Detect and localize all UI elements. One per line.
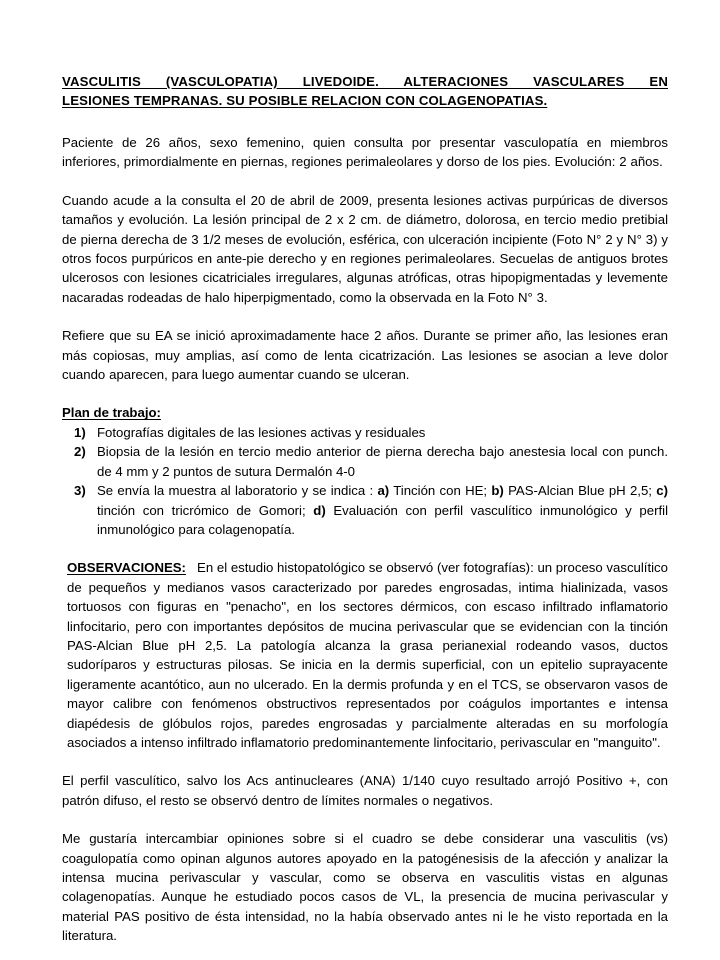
- plan-item-text-intro: Se envía la muestra al laboratorio y se indica :: [97, 483, 378, 499]
- document-content: [62, 72, 668, 946]
- plan-de-trabajo-heading: Plan de trabajo:: [62, 405, 161, 421]
- stain-text-b: PAS-Alcian Blue pH 2,5;: [503, 483, 657, 499]
- plan-list-item-3: [62, 481, 668, 539]
- spacer: [62, 539, 668, 558]
- paragraph-perfil-vasculitico: El perfil vasculítico, salvo los Acs antinucleares (ANA) 1/140 cuyo resultado arrojó Positivo +, con patrón difuso, el resto se observó dentro de límites normales o negativos.: [62, 773, 668, 808]
- spacer: [62, 384, 668, 403]
- stain-label-d: d): [313, 502, 326, 518]
- document-title: [62, 72, 668, 110]
- paragraph-evolucion: Refiere que su EA se inició aproximadamente hace 2 años. Durante se primer año, las lesiones eran más copiosas, muy amplias, así como de lenta cicatrización. Las lesiones se asocian a leve dolor cuando aparecen, para luego aumentar cuando se ulceran.: [62, 328, 668, 383]
- stain-text-d: Evaluación con perfil vasculítico inmunológico y perfil inmunológico para colagenopatía.: [97, 502, 668, 537]
- spacer: [62, 810, 668, 829]
- stain-label-b: b): [491, 483, 504, 499]
- plan-de-trabajo-section: [62, 403, 668, 539]
- plan-list-item-1: [62, 423, 668, 442]
- plan-item-marker: 2): [74, 444, 86, 460]
- spacer: [62, 752, 668, 771]
- paragraph-consulta: Cuando acude a la consulta el 20 de abril de 2009, presenta lesiones activas purpúricas de diversos tamaños y evolución. La lesión principal de 2 x 2 cm. de diámetro, dolorosa, en tercio medio pretibial de pierna derecha de 3 1/2 meses de evolución, esférica, con ulceración incipiente (Foto N° 2 y N° 3) y otros focos purpúricos en ante-pie derecho y en regiones perimaleolares. Secuelas de antiguos brotes ulcerosos con lesiones cicatriciales irregulares, algunas atróficas, otras hipopigmentadas y levemente nacaradas rodeadas de halo hiperpigmentado, como la observada en la Foto N° 3.: [62, 192, 668, 305]
- plan-item-marker: 1): [74, 424, 86, 440]
- paragraph-presentacion: Paciente de 26 años, sexo femenino, quien consulta por presentar vasculopatía en miembros inferiores, primordialmente en piernas, regiones perimaleolares y dorso de los pies. Evolución: 2 años.: [62, 135, 668, 170]
- spacer: [62, 172, 668, 191]
- paragraph-discusion-final: Me gustaría intercambiar opiniones sobre si el cuadro se debe considerar una vasculitis (vs) coagulopatía como opinan algunos autores apoyado en la patogénesisis de la afección y analizar la intensa mucina perivascular y vascular, como se observa en vasculitis vistas en algunas colagenopatías. Aunque he estudiado pocos casos de VL, la presencia de mucina perivascular y material PAS positivo de ésta intensidad, no la había observado antes ni le he visto reportada en la literatura.: [62, 831, 668, 944]
- stain-text-a: Tinción con HE;: [389, 483, 492, 499]
- observaciones-label-spacer: [186, 560, 197, 575]
- stain-text-c: tinción con tricrómico de Gomori;: [97, 502, 314, 518]
- observaciones-text: En el estudio histopatológico se observó (ver fotografías): un proceso vasculítico de pequeños y medianos vasos caracterizado por paredes engrosadas, intima hialinizada, vasos tortuosos con figuras en "penacho", en los sectores dérmicos, con escaso infiltrado inflamatorio linfocitario, pero con importantes depósitos de mucina perivascular que se evidencian con la tinción PAS-Alcian Blue pH 2,5. La patología alcanza la grasa perianexial rodeando vasos, ductos sudoríparos y estructuras pilosas. Se inicia en la dermis superficial, con un epitelio suprayacente ligeramente acantótico, aun no ulcerado. En la dermis profunda y en el TCS, se observaron vasos de mayor calibre con fenómenos obstructivos representados por coágulos importantes e intensa diapédesis de glóbulos rojos, paredes engrosadas y parcialmente alteradas en su morfología asociados a intenso infiltrado inflamatorio predominantemente linfocitario, perivascular en "manguito".: [67, 560, 668, 750]
- document-title-line-2: LESIONES TEMPRANAS. SU POSIBLE RELACION CON COLAGENOPATIAS.: [62, 93, 548, 108]
- plan-de-trabajo-list: [62, 423, 668, 539]
- spacer: [62, 112, 668, 133]
- plan-item-text: Fotografías digitales de las lesiones activas y residuales: [97, 424, 426, 440]
- plan-item-marker: 3): [74, 483, 86, 499]
- observaciones-section: [62, 558, 668, 752]
- stain-label-c: c): [656, 483, 668, 499]
- stain-label-a: a): [377, 483, 390, 499]
- document-title-line-1: VASCULITIS (VASCULOPATIA) LIVEDOIDE. ALTERACIONES VASCULARES EN: [62, 74, 668, 89]
- plan-list-item-2: [62, 442, 668, 481]
- plan-item-text: Biopsia de la lesión en tercio medio anterior de pierna derecha bajo anestesia local con punch. de 4 mm y 2 puntos de sutura Dermalón 4-0: [97, 444, 668, 479]
- spacer: [62, 307, 668, 326]
- observaciones-label: OBSERVACIONES:: [67, 560, 186, 576]
